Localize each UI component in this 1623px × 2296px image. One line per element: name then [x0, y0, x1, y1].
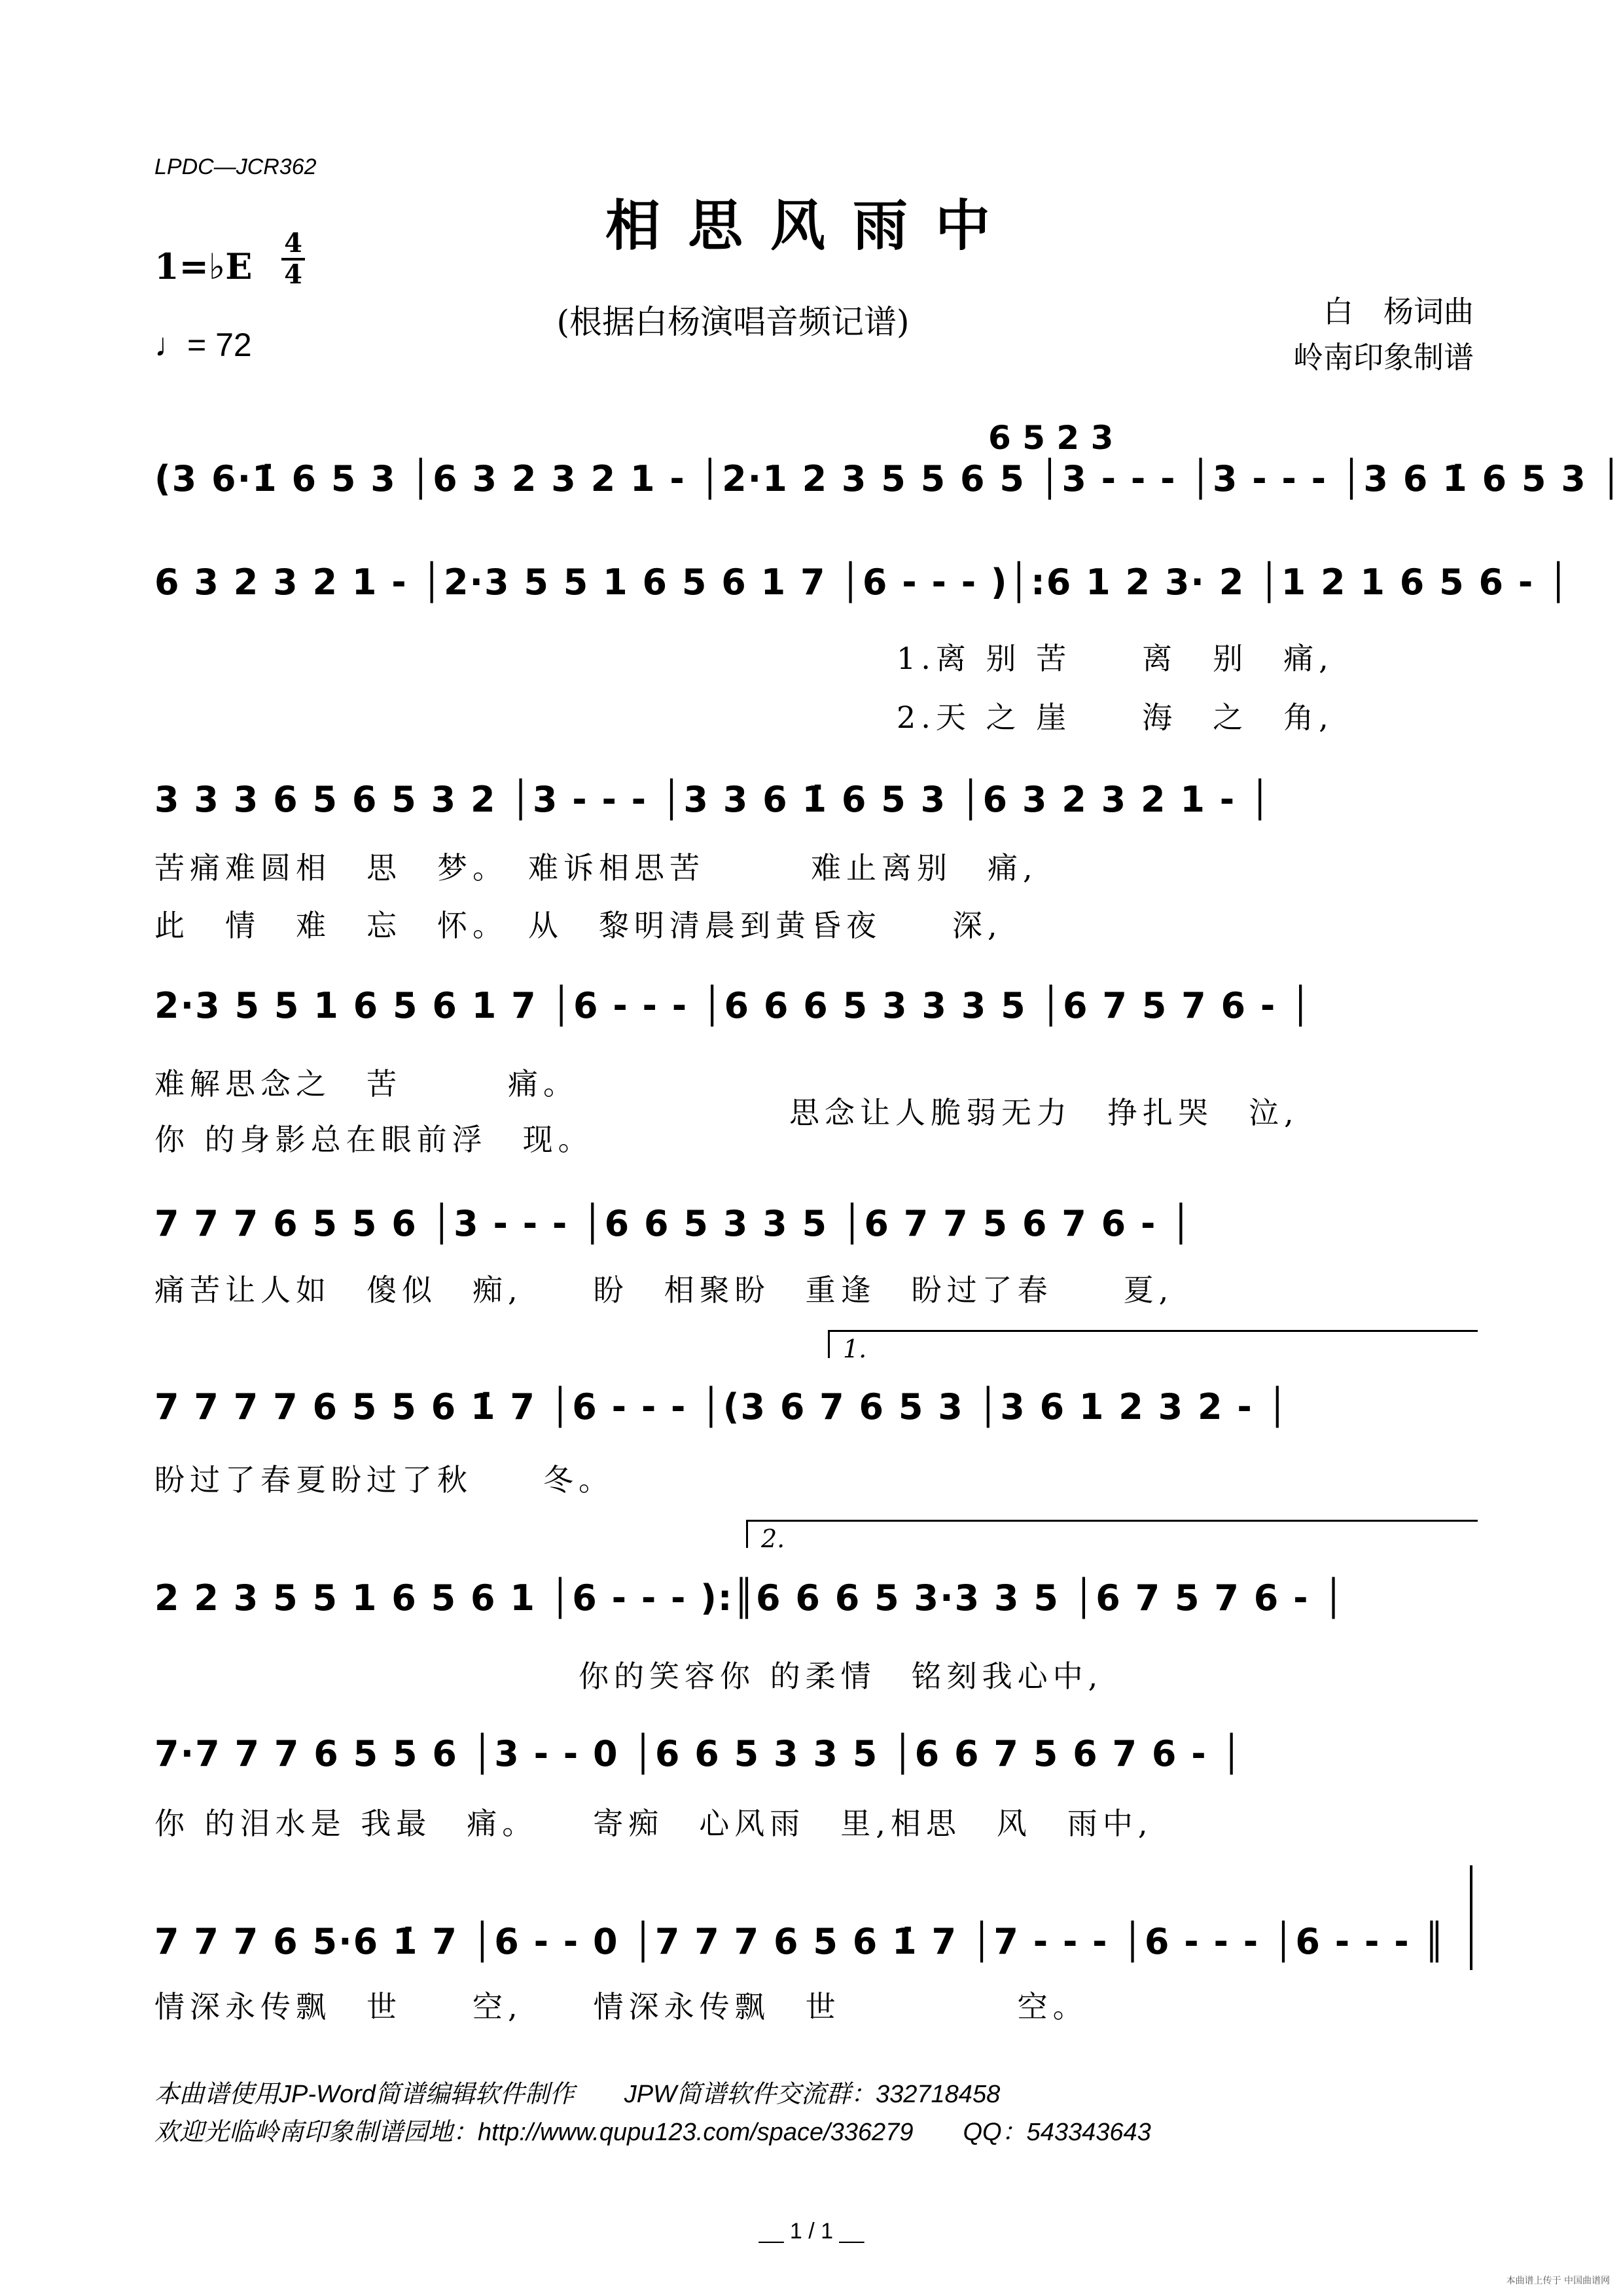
volta-bracket-2 — [746, 1520, 1478, 1553]
lyric-line-8: 你 的泪水是 我最 痛。 寄痴 心风雨 里,相思 风 雨中, — [154, 1806, 1153, 1841]
final-barline-thin — [1470, 1865, 1472, 1970]
time-signature-top: 4 — [284, 228, 302, 259]
score-line-8: 7·7 7 7 6 5 5 6 │3 - - 0 │6 6 5 3 3 5 │6 6 7 5 6 7 6 - │ — [154, 1733, 1243, 1774]
score-line-6: 7 7 7 7 6 5 5 6 1̇ 7 │6 - - - │(3 6 7 6 5 3 │3 6 1 2 3 2 - │ — [154, 1386, 1290, 1427]
score-line-1: (3 6·1̇ 6 5 3 │6 3 2 3 2 1 - │2·1 2 3 5 5 6 5 │3 - - - │3 - - - │3 6 1̇ 6 5 3 │ — [154, 458, 1623, 499]
footer-website-note: 欢迎光临岭南印象制谱园地：http://www.qupu123.com/space/336279 QQ：543343643 — [154, 2119, 1151, 2146]
time-signature — [281, 230, 305, 288]
volta-1-label: 1. — [843, 1335, 867, 1363]
catalog-number: LPDC—JCR362 — [154, 154, 317, 179]
lyric-line-5: 痛苦让人如 傻似 痴, 盼 相聚盼 重逢 盼过了春 夏, — [154, 1272, 1174, 1308]
lyric-line-3-verse-2: 此 情 难 忘 怀。 从 黎明清晨到黄昏夜 深, — [154, 908, 1003, 943]
score-line-5: 7 7 7 6 5 5 6 │3 - - - │6 6 5 3 3 5 │6 7 7 5 6 7 6 - │ — [154, 1203, 1193, 1244]
intro-upper-notes: 6 5 2 3 — [988, 419, 1114, 457]
lyric-line-9: 情深永传飘 世 空, 情深永传飘 世 空。 — [154, 1989, 1088, 2024]
watermark: 本曲谱上传于 中国曲谱网 — [1506, 2276, 1610, 2286]
volta-2-label: 2. — [761, 1524, 785, 1553]
lyric-line-4-verse-1: 难解思念之 苦 痛。 — [154, 1066, 579, 1102]
time-signature-bottom: 4 — [284, 259, 302, 290]
lyric-line-6: 盼过了春夏盼过了秋 冬。 — [154, 1462, 614, 1498]
score-line-4: 2·3 5 5 1 6 5 6 1 7 │6 - - - │6 6 6 5 3 3 3 5 │6 7 5 7 6 - │ — [154, 985, 1313, 1026]
score-line-2: 6 3 2 3 2 1 - │2·3 5 5 1 6 5 6 1 7 │6 - - - )│:6 1 2 3· 2 │1 2 1 6 5 6 - │ — [154, 562, 1571, 603]
subtitle: (根据白杨演唱音频记谱) — [556, 303, 910, 341]
score-line-3: 3 3 3 6 5 6 5 3 2 │3 - - - │3 3 6 1̇ 6 5 3 │6 3 2 3 2 1 - │ — [154, 779, 1272, 820]
lyric-line-2-verse-1: 1.离 别 苦 离 别 痛, — [897, 641, 1334, 676]
song-title: 相思风雨中 — [605, 193, 1018, 258]
volta-bracket-1 — [828, 1330, 1478, 1363]
key-signature: 1=♭E — [154, 245, 253, 287]
lyric-line-7: 你的笑容你 的柔情 铭刻我心中, — [154, 1659, 1103, 1694]
lyric-line-2-verse-2: 2.天 之 崖 海 之 角, — [897, 700, 1334, 735]
lyric-line-4-verse-2: 你 的身影总在眼前浮 现。 — [154, 1122, 594, 1157]
score-line-9: 7 7 7 6 5·6 1̇ 7 │6 - - 0 │7 7 7 6 5 6 1̇ 7 │7 - - - │6 - - - │6 - - - ║ — [154, 1921, 1446, 1962]
tempo-marking: ♩= 72 — [154, 327, 252, 363]
score-line-7: 2 2 3 5 5 1 6 5 6 1 │6 - - - ):║6 6 6 5 3·3 3 5 │6 7 5 7 6 - │ — [154, 1577, 1346, 1619]
composer-credit: 白 杨词曲 — [1323, 294, 1474, 329]
footer-software-note: 本曲谱使用JP-Word简谱编辑软件制作 JPW简谱软件交流群：332718458 — [154, 2081, 1001, 2108]
transcriber-credit: 岭南印象制谱 — [1293, 340, 1474, 375]
page-number: __ 1 / 1 __ — [758, 2219, 865, 2244]
lyric-line-4-merged: 思念让人脆弱无力 挣扎哭 泣, — [789, 1095, 1299, 1130]
lyric-line-3-verse-1: 苦痛难圆相 思 梦。 难诉相思苦 难止离别 痛, — [154, 850, 1038, 886]
